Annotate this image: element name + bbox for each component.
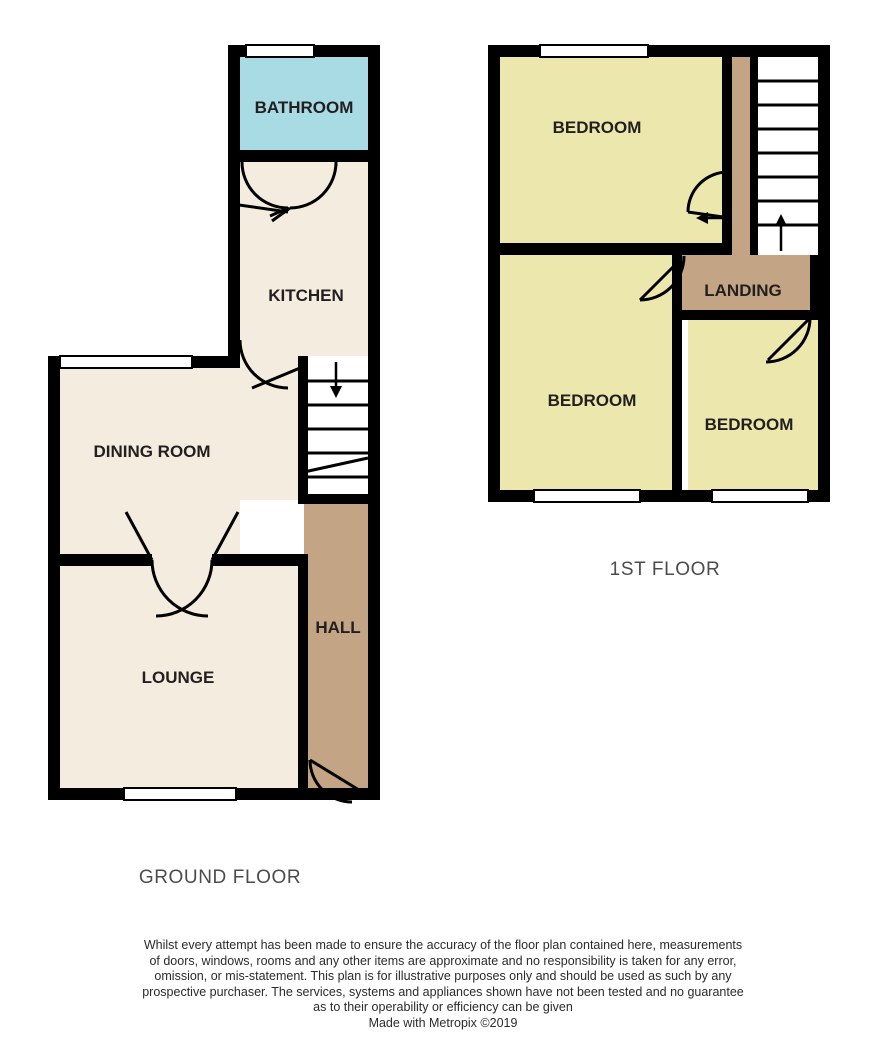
room-label-lounge: LOUNGE (141, 668, 215, 687)
room-label-landing: LANDING (704, 281, 782, 300)
room-label-bedroom-2: BEDROOM (547, 391, 637, 410)
made-with-credit: Made with Metropix ©2019 (368, 1015, 518, 1030)
room-label-dining-room: DINING ROOM (93, 442, 211, 461)
room-label-kitchen: KITCHEN (268, 286, 344, 305)
disclaimer-block (93, 938, 793, 1031)
room-label-hall: HALL (315, 618, 361, 637)
hall-fill (304, 500, 368, 800)
ground-floor-plan (48, 45, 380, 802)
kitchen-fill (240, 156, 368, 356)
room-label-bathroom: BATHROOM (254, 98, 354, 117)
bedroom1-fill (500, 57, 730, 247)
disclaimer-line-1: Whilst every attempt has been made to ensure the accuracy of the floor plan contained here, measurements (143, 938, 743, 952)
disclaimer-line-4: prospective purchaser. The services, systems and appliances shown have not been tested and no guarantee (142, 984, 744, 999)
disclaimer-line-5: as to their operability or efficiency can be given (313, 1000, 573, 1014)
room-label-bedroom-3: BEDROOM (704, 415, 794, 434)
disclaimer-line-3: omission, or mis-statement. This plan is for illustrative purposes only and should be used as such by any (154, 969, 732, 983)
disclaimer-line-2: of doors, windows, rooms and any other items are approximate and no responsibility is taken for any error, (149, 953, 737, 968)
room-label-bedroom-1: BEDROOM (552, 118, 642, 137)
bedroom2-fill (500, 255, 680, 490)
floor-caption-first: 1ST FLOOR (609, 559, 721, 580)
dining-room-fill (60, 364, 240, 560)
floor-caption-ground: GROUND FLOOR (138, 867, 302, 888)
